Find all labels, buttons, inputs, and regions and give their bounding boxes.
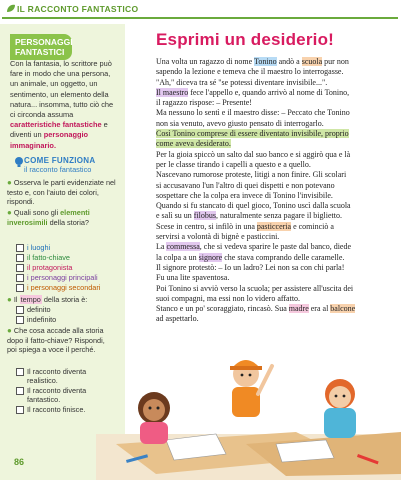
intro-bold-1: caratteristiche fantastiche — [10, 120, 102, 130]
story-line — [156, 211, 392, 221]
story-line — [156, 242, 392, 252]
classroom-illustration — [96, 336, 401, 480]
option-label: indefinito — [27, 315, 57, 324]
story-line — [156, 108, 392, 118]
story-text-segment: per le classe tirando i capelli a questo e a quello. — [156, 159, 311, 169]
story-text-segment: fece l'appello e, quando arrivò al nome di Tonino, — [188, 87, 350, 97]
story-line — [156, 78, 392, 88]
story-text-segment: "Ah," diceva tra sé "se potessi diventare invisibile...". — [156, 77, 328, 87]
checkbox-icon[interactable] — [16, 244, 24, 252]
question-2-suffix: della storia è: — [43, 295, 88, 304]
header-divider — [2, 17, 398, 19]
story-line — [156, 181, 392, 191]
intro-mid: e diventi un — [10, 120, 108, 140]
option-personaggi-principali[interactable] — [16, 273, 98, 282]
story-text-segment: Nascevano rumorose proteste, litigi a non finire. Gli scolari — [156, 170, 347, 180]
question-1: ● Quali sono gli elementi inverosimili della storia? — [7, 208, 90, 227]
story-text-segment: e salì su un — [156, 211, 194, 221]
story-text-segment: era al — [308, 304, 331, 314]
story-text-segment: sapendo la lezione e temeva che il maestro lo interrogasse. — [156, 67, 344, 77]
story-text-segment: andò a — [276, 57, 302, 66]
option-label: i personaggi secondari — [27, 283, 101, 292]
option-fatto-chiave[interactable] — [16, 253, 70, 262]
story-line — [156, 57, 392, 67]
story-line — [156, 88, 392, 98]
story-text-segment: Scese in centro, si infilò in una — [156, 221, 257, 231]
story-line — [156, 139, 392, 149]
topic-badge: PERSONAGGI FANTASTICI — [10, 34, 72, 60]
story-text — [156, 57, 392, 325]
option-label: i luoghi — [27, 243, 51, 252]
story-text-segment: Una volta — [156, 57, 188, 66]
checkbox-icon[interactable] — [16, 316, 24, 324]
checkbox-icon[interactable] — [16, 254, 24, 262]
intro-paragraph — [10, 59, 120, 151]
option-label: il fatto-chiave — [27, 253, 70, 262]
how-it-works-subtitle: il racconto fantastico — [24, 165, 92, 174]
story-line — [156, 232, 392, 242]
question-1-highlight: elementi inverosimili — [7, 208, 90, 227]
story-text-segment: Fu una lite spaventosa. — [156, 273, 230, 283]
story-line — [156, 284, 392, 294]
highlighted-word: filobus — [193, 211, 217, 221]
checkbox-icon[interactable] — [16, 368, 24, 376]
story-text-segment: suoi compagni, ma essi non lo videro affatto. — [156, 293, 301, 303]
highlighted-word: Tonino — [254, 57, 277, 66]
option-finisce[interactable] — [16, 405, 85, 414]
story-text-segment: un ragazzo di nome — [187, 57, 255, 66]
highlighted-word: Così Tonino comprese di essere diventato invisibile, proprio — [156, 129, 349, 139]
option-label: Il racconto diventa realistico. — [27, 367, 87, 386]
question-2-highlight: tempo — [20, 295, 41, 304]
story-line — [156, 67, 392, 77]
highlighted-word: come aveva desiderato. — [156, 139, 231, 149]
story-text-segment: , che si vedeva sparire le paste dal banco, diede — [199, 242, 352, 252]
question-1-prefix: Quali sono gli — [13, 208, 59, 217]
story-line — [156, 150, 392, 160]
checkbox-icon[interactable] — [16, 284, 24, 292]
question-1-intro: ● Osserva le parti evidenziate nel testo e, con l'aiuto dei colori, rispondi. — [7, 178, 116, 207]
intro-bold-2: personaggio immaginario. — [10, 130, 89, 150]
story-text-segment: Quando si fu stancato di quel gioco, Tonino uscì dalla scuola — [156, 201, 351, 211]
story-text-segment: pur non — [322, 57, 349, 66]
story-text-segment: che stava comprando delle caramelle. — [222, 252, 345, 262]
story-text-segment: sospettare che la colpa era invece di Tonino l'invisibile. — [156, 190, 333, 200]
option-indefinito[interactable] — [16, 315, 56, 324]
section-header — [0, 0, 401, 22]
checkbox-icon[interactable] — [16, 387, 24, 395]
bulb-icon — [14, 156, 24, 168]
question-1-suffix: della storia? — [49, 217, 89, 227]
story-title: Esprimi un desiderio! — [156, 30, 335, 49]
story-line — [156, 201, 392, 211]
highlighted-word: Il maestro — [156, 87, 189, 97]
highlighted-word: commessa — [166, 242, 200, 252]
option-luoghi[interactable] — [16, 243, 50, 252]
story-line — [156, 273, 392, 283]
page-number: 86 — [14, 457, 25, 467]
checkbox-icon[interactable] — [16, 274, 24, 282]
option-personaggi-secondari[interactable] — [16, 283, 100, 292]
story-text-segment: la colpa a un — [156, 252, 199, 262]
checkbox-icon[interactable] — [16, 406, 24, 414]
highlighted-word: signore — [198, 252, 223, 262]
story-line — [156, 129, 392, 139]
story-line — [156, 314, 392, 324]
leaf-icon — [6, 4, 16, 13]
how-it-works-title: COME FUNZIONA — [24, 156, 96, 165]
story-text-segment: non sia venuto, avevo giusto pensato di interrogarlo. — [156, 118, 324, 128]
highlighted-word: madre — [288, 304, 309, 314]
story-line — [156, 191, 392, 201]
story-text-segment: il ragazzo rispose: – Presente! — [156, 98, 252, 108]
story-text-segment: Per la gioia spiccò un salto dal suo banco e si aggirò qua e là — [156, 149, 351, 159]
story-text-segment: servirsi a volontà di bignè e pasticcini. — [156, 232, 280, 242]
question-3-text: Che cosa accade alla storia dopo il fatto-chiave? Rispondi, poi spiega a voce il perché. — [7, 326, 105, 355]
story-line — [156, 253, 392, 263]
question-2: ● Il tempo della storia è: — [7, 295, 88, 304]
question-2-prefix: Il — [13, 295, 18, 304]
question-1-text: Osserva le parti evidenziate nel testo e, con l'aiuto dei colori, rispondi. — [7, 178, 116, 207]
option-label: i personaggi principali — [27, 273, 98, 282]
highlighted-word: scuola — [301, 57, 323, 66]
question-3: ● Che cosa accade alla storia dopo il fatto-chiave? Rispondi, poi spiega a voce il perché. — [7, 326, 105, 355]
checkbox-icon[interactable] — [16, 306, 24, 314]
story-text-segment: Poi Tonino si avviò verso la scuola; per assistere all'uscita dei — [156, 283, 354, 293]
story-line — [156, 119, 392, 129]
option-protagonista[interactable] — [16, 263, 72, 272]
story-line — [156, 222, 392, 232]
story-text-segment: ad aspettarlo. — [156, 314, 199, 324]
section-title: IL RACCONTO FANTASTICO — [17, 4, 139, 14]
story-line — [156, 304, 392, 314]
story-line — [156, 263, 392, 273]
option-label: Il racconto finisce. — [27, 405, 86, 414]
option-label: Il racconto diventa fantastico. — [27, 386, 87, 405]
story-text-segment: Ma nessuno lo sentì e il maestro disse: – Peccato che Tonino — [156, 108, 350, 118]
story-line — [156, 294, 392, 304]
story-line — [156, 170, 392, 180]
story-text-segment: Il signore protestò: – Io un ladro? Lei non sa con chi parla! — [156, 262, 345, 272]
highlighted-word: balcone — [330, 304, 356, 314]
story-text-segment: , naturalmente senza pagare il biglietto. — [216, 211, 342, 221]
highlighted-word: pasticceria — [256, 221, 292, 231]
story-line — [156, 160, 392, 170]
checkbox-icon[interactable] — [16, 264, 24, 272]
option-label: il protagonista — [27, 263, 73, 272]
story-line — [156, 98, 392, 108]
story-text-segment: si accusavano l'un l'altro di quei dispetti e non potevano — [156, 180, 335, 190]
story-text-segment: Stanco e un po' scoraggiato, rincasò. Sua — [156, 304, 289, 314]
option-label: definito — [27, 305, 51, 314]
story-text-segment: e cominciò a — [291, 221, 334, 231]
story-text-segment: La — [156, 242, 167, 252]
option-definito[interactable] — [16, 305, 51, 314]
intro-text: Con la fantasia, lo scrittore può fare in modo che una persona, un animale, un oggetto, un sentimento, un elemento della natura... insomma, tutto ciò che ci circonda assuma — [10, 59, 114, 120]
